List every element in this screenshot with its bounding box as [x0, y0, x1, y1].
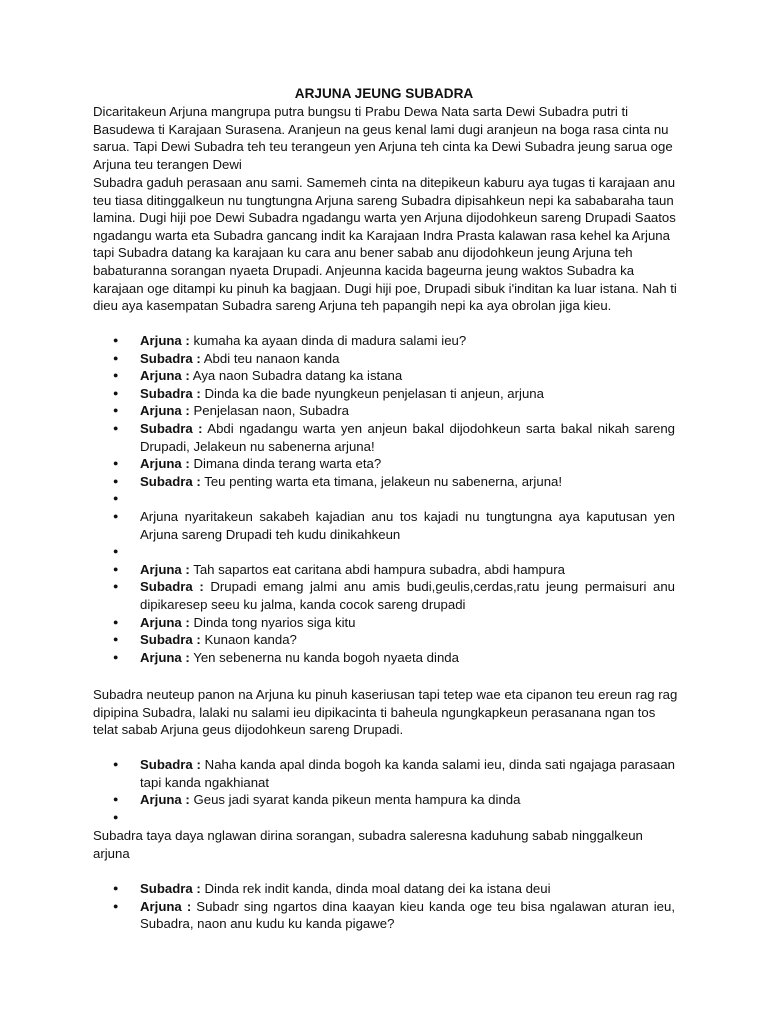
- dialog-text: Geus jadi syarat kanda pikeun menta hampura ka dinda: [189, 792, 521, 808]
- dialog-line: [113, 385, 675, 403]
- dialog-text: Drupadi emang jalmi anu amis budi,geulis,cerdas,ratu jeung permaisuri anu dipikaresep seeu ku jalma, kanda cocok sareng drupadi: [140, 579, 675, 612]
- dialog-line: [113, 898, 675, 933]
- dialog-line: [113, 561, 675, 579]
- dialog-list-2: [113, 756, 675, 826]
- dialog-text: Tah sapartos eat caritana abdi hampura subadra, abdi hampura: [189, 561, 565, 577]
- speaker-label: Subadra :: [140, 385, 201, 401]
- intro-paragraph: Dicaritakeun Arjuna mangrupa putra bungsu ti Prabu Dewa Nata sarta Dewi Subadra putri ti Basudewa ti Karajaan Surasena. Aranjeun na geus kenal lami dugi aranjeun na boga rasa cinta nu sarua. Tapi Dewi Subadra teh teu terangeun yen Arjuna teh cinta ka Dewi Subadra jeung sarua oge Arjuna teu terangen Dewi: [93, 104, 673, 172]
- dialog-text: Aya naon Subadra datang ka istana: [189, 368, 403, 384]
- dialog-text: Dinda rek indit kanda, dinda moal datang dei ka istana deui: [200, 881, 551, 896]
- dialog-line: [113, 791, 675, 809]
- speaker-label: Subadra :: [140, 420, 203, 436]
- speaker-label: Arjuna :: [140, 792, 190, 808]
- story-paragraph-4: Subadra taya daya nglawan dirina sorangan, subadra saleresna kaduhung sabab ninggalkeun arjuna: [93, 828, 643, 861]
- document-title: ARJUNA JEUNG SUBADRA: [294, 86, 474, 101]
- dialog-text: Yen sebenerna nu kanda bogoh nyaeta dinda: [189, 649, 459, 665]
- speaker-label: Subadra :: [140, 473, 201, 489]
- dialog-text: kumaha ka ayaan dinda di madura salami ieu?: [189, 333, 467, 348]
- dialog-line: [113, 614, 675, 632]
- speaker-label: Subadra :: [140, 350, 201, 366]
- dialog-line: [113, 332, 675, 350]
- dialog-line: [113, 350, 675, 368]
- speaker-label: Arjuna :: [140, 333, 190, 348]
- dialog-line: [113, 880, 675, 898]
- dialog-text: Arjuna nyaritakeun sakabeh kajadian anu tos kajadi nu tungtungna aya kaputusan yen Arjuna sareng Drupadi teh kudu dinikahkeun: [140, 508, 675, 542]
- dialog-text: Kunaon kanda?: [200, 632, 297, 648]
- dialog-text: Abdi teu nanaon kanda: [200, 350, 340, 366]
- dialog-line: [113, 809, 675, 827]
- dialog-line: [113, 402, 675, 420]
- dialog-line: [113, 631, 675, 649]
- dialog-line: [113, 578, 675, 613]
- story-paragraph-3: Subadra neuteup panon na Arjuna ku pinuh kaseriusan tapi tetep wae eta cipanon teu ereun rag rag dipipina Subadra, lalaki nu salami ieu dipikacinta ti baheula ngungkapkeun perasanana ngan tos telat sabab Arjuna geus dijodohkeun sareng Drupadi.: [93, 687, 678, 738]
- dialog-line: [113, 367, 675, 385]
- dialog-line: [113, 420, 675, 455]
- dialog-list-1: [113, 332, 675, 666]
- speaker-label: Subadra :: [140, 579, 204, 595]
- speaker-label: Subadra :: [140, 881, 201, 896]
- dialog-line: [113, 490, 675, 508]
- dialog-text: Abdi ngadangu warta yen anjeun bakal dijodohkeun sarta bakal nikah sareng Drupadi, Jelakeun nu sabenerna arjuna!: [140, 420, 675, 454]
- dialog-text: Dinda tong nyarios siga kitu: [189, 614, 356, 630]
- story-paragraph-2: Subadra gaduh perasaan anu sami. Samemeh cinta na ditepikeun kaburu aya tugas ti karajaan anu teu tiasa ditinggalkeun nu tungtungna Arjuna sareng Subadra dipisahkeun nepi ka sababaraha taun lamina. Dugi hiji poe Dewi Subadra ngadangu warta yen Arjuna dijodohkeun sareng Drupadi Saatos ngadangu warta eta Subadra gancang indit ka Karajaan Indra Prasta kalawan rasa kehel ka Arjuna tapi Subadra datang ka karajaan ku cara anu bener sabab anu dijodohkeun jeung Arjuna teh babaturanna sorangan nyaeta Drupadi. Anjeunna kacida bageurna jeung waktos Subadra ka karajaan oge ditampi ku pinuh ka bagjaan. Dugi hiji poe, Drupadi sibuk i'inditan ka luar istana. Nah ti dieu aya kasempatan Subadra sareng Arjuna teh papangih nepi ka aya obrolan jiga kieu.: [93, 175, 677, 314]
- speaker-label: Subadra :: [140, 632, 201, 648]
- speaker-label: Arjuna :: [140, 649, 190, 665]
- speaker-label: Arjuna :: [140, 403, 190, 419]
- speaker-label: Arjuna :: [140, 368, 190, 384]
- dialog-text: Subadr sing ngartos dina kaayan kieu kanda oge teu bisa ngalawan aturan ieu, Subadra, naon anu kudu ku kanda pigawe?: [140, 898, 675, 932]
- speaker-label: Arjuna :: [140, 614, 190, 630]
- dialog-line: [113, 649, 675, 667]
- dialog-line: [113, 473, 675, 491]
- dialog-line: [113, 756, 675, 791]
- dialog-text: Penjelasan naon, Subadra: [189, 403, 349, 419]
- speaker-label: Arjuna :: [140, 561, 190, 577]
- speaker-label: Arjuna :: [140, 898, 192, 914]
- dialog-line: [113, 508, 675, 543]
- speaker-label: Subadra :: [140, 757, 201, 772]
- dialog-line: [113, 455, 675, 473]
- dialog-text: Dinda ka die bade nyungkeun penjelasan ti anjeun, arjuna: [200, 385, 544, 401]
- dialog-line: [113, 543, 675, 561]
- dialog-list-3: [113, 880, 675, 933]
- speaker-label: Arjuna :: [140, 456, 190, 472]
- dialog-text: Teu penting warta eta timana, jelakeun nu sabenerna, arjuna!: [200, 473, 563, 489]
- dialog-text: Naha kanda apal dinda bogoh ka kanda salami ieu, dinda sati ngajaga parasaan tapi kanda ngakhianat: [140, 757, 675, 790]
- dialog-text: Dimana dinda terang warta eta?: [189, 456, 382, 472]
